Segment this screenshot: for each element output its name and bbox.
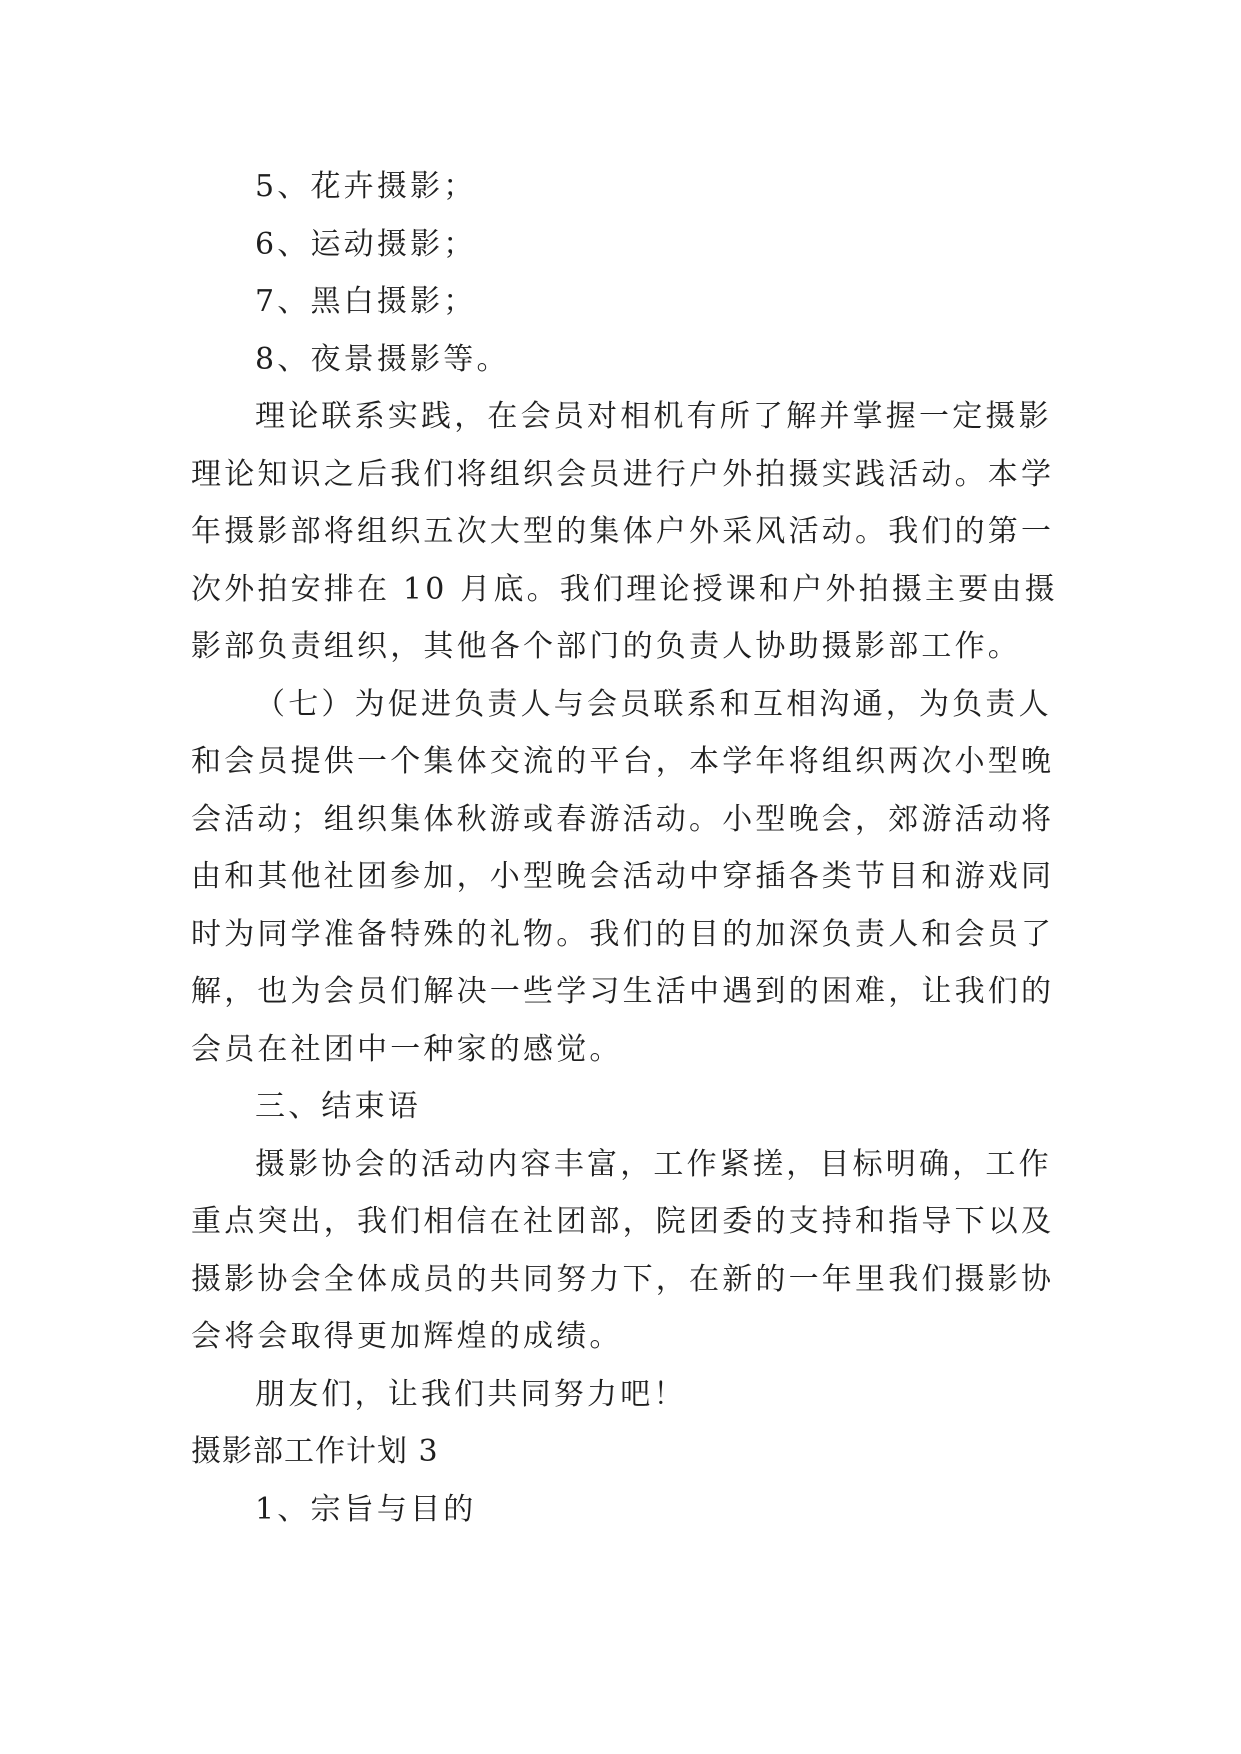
paragraph-line: 会员在社团中一种家的感觉。: [191, 1031, 623, 1067]
paragraph-line: 理论联系实践，在会员对相机有所了解并掌握一定摄影: [255, 399, 1052, 434]
list-item: 8、夜景摄影等。: [255, 341, 510, 377]
paragraph-line: 影部负责组织，其他各个部门的负责人协助摄影部工作。: [191, 629, 1021, 664]
paragraph-line: 和会员提供一个集体交流的平台，本学年将组织两次小型晚: [191, 744, 1055, 779]
paragraph-line: 解，也为会员们解决一些学习生活中遇到的困难，让我们的: [191, 974, 1055, 1009]
list-item: 7、黑白摄影；: [255, 284, 477, 319]
paragraph-line: 会活动；组织集体秋游或春游活动。小型晚会，郊游活动将: [191, 801, 1055, 837]
paragraph-line: 摄影协会全体成员的共同努力下，在新的一年里我们摄影协: [191, 1261, 1055, 1297]
paragraph-line: 摄影协会的活动内容丰富，工作紧搓，目标明确，工作: [255, 1146, 1052, 1182]
paragraph-line: 次外拍安排在 10 月底。我们理论授课和户外拍摄主要由摄: [191, 571, 1058, 607]
paragraph-line: （七）为促进负责人与会员联系和互相沟通，为负责人: [255, 686, 1052, 722]
list-item: 5、花卉摄影；: [255, 169, 477, 204]
document-body: [191, 158, 1058, 1538]
paragraph-line: 理论知识之后我们将组织会员进行户外拍摄实践活动。本学: [191, 456, 1055, 492]
paragraph-line: 重点突出，我们相信在社团部，院团委的支持和指导下以及: [191, 1204, 1055, 1239]
paragraph-line: 由和其他社团参加，小型晚会活动中穿插各类节目和游戏同: [191, 859, 1055, 894]
paragraph-line: 会将会取得更加辉煌的成绩。: [191, 1319, 623, 1354]
list-item: 6、运动摄影；: [255, 226, 477, 262]
document-heading: 摄影部工作计划 3: [191, 1434, 439, 1469]
paragraph-line: 时为同学准备特殊的礼物。我们的目的加深负责人和会员了: [191, 916, 1055, 952]
section-title: 三、结束语: [255, 1089, 421, 1124]
closing-line: 朋友们，让我们共同努力吧！: [255, 1376, 687, 1412]
list-item: 1、宗旨与目的: [255, 1491, 477, 1527]
paragraph-line: 年摄影部将组织五次大型的集体户外采风活动。我们的第一: [191, 514, 1055, 549]
